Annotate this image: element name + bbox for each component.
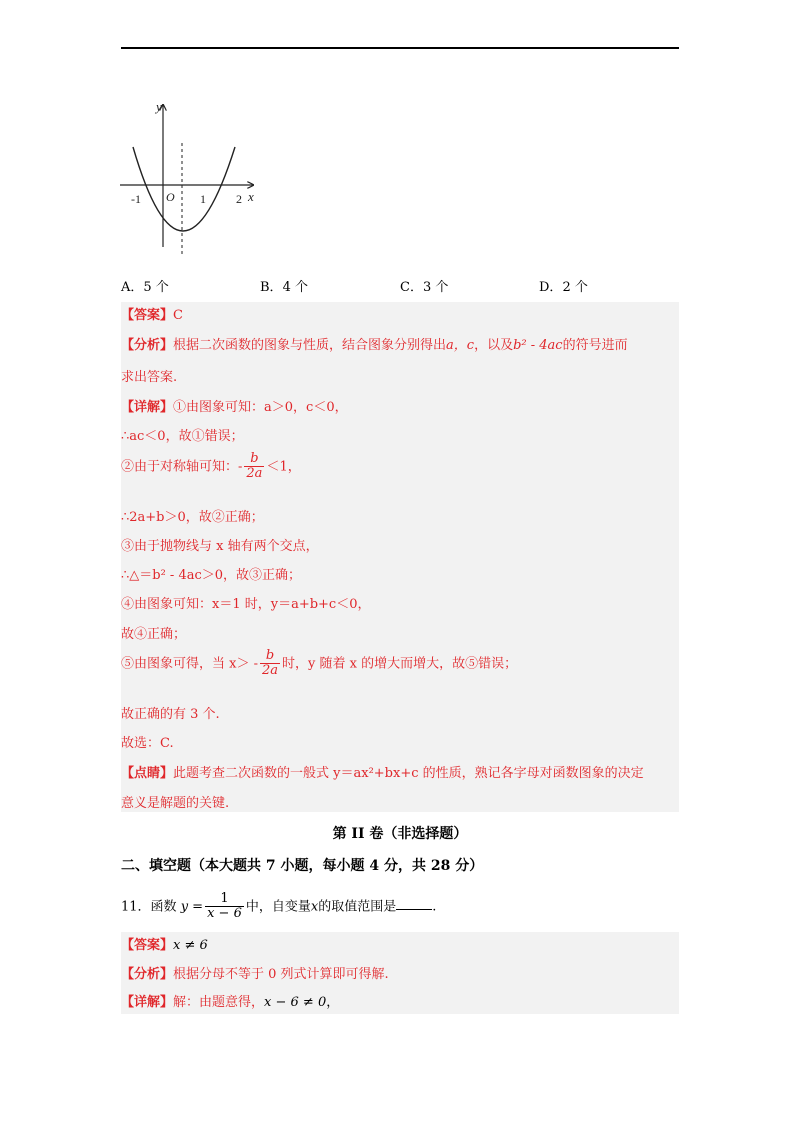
comment-line-2: 意义是解题的关键. xyxy=(121,796,230,811)
fraction-1-over-x-minus-6: $\frac{1}{x - 6}$ xyxy=(207,891,242,922)
solution-block-2 xyxy=(121,932,679,1014)
detail-line-5: ③由于抛物线与 x 轴有两个交点， xyxy=(121,539,319,554)
detail-line-6: ∴△＝b² - 4ac＞0，故③正确； xyxy=(121,568,302,583)
parabola-curve xyxy=(133,147,235,231)
choice-b: B．4 个 xyxy=(260,280,308,295)
analysis-line: 【分析】根据二次函数的图象与性质，结合图象分别得出a，c，以及b² - 4ac的符号进而 xyxy=(121,338,628,353)
top-rule xyxy=(121,47,679,49)
parabola-graph xyxy=(118,95,263,260)
detail-line-4: ∴2a+b＞0，故②正确； xyxy=(121,510,264,525)
tick-neg1-label: -1 xyxy=(131,192,141,206)
detail-line-8: 故④正确； xyxy=(121,627,187,642)
fraction-b-over-2a: $\frac{b}{2a}$ xyxy=(246,451,263,482)
choice-a: A．5 个 xyxy=(121,280,169,295)
part-title: 二、填空题（本大题共 7 小题，每小题 4 分，共 28 分） xyxy=(121,858,484,874)
answer-line: 【答案】C xyxy=(121,308,183,323)
y-axis-label: y xyxy=(156,99,162,114)
detail-line-7: ④由图象可知：x＝1 时，y＝a+b+c＜0， xyxy=(121,597,371,612)
detail-line-2: ∴ac＜0，故①错误； xyxy=(121,429,244,444)
detail-line-q11: 【详解】解：由题意得，x − 6 ≠ 0， xyxy=(121,995,340,1010)
comment-line-1: 【点睛】此题考查二次函数的一般式 y＝ax²+bx+c 的性质，熟记各字母对函数图象的决定 xyxy=(121,766,644,781)
section-title: 第 II 卷（非选择题） xyxy=(332,826,468,842)
origin-label: O xyxy=(166,190,175,204)
detail-line-11: 故选：C. xyxy=(121,736,174,751)
choice-d: D．2 个 xyxy=(539,280,588,295)
answer-choices xyxy=(121,276,681,296)
question-11: 11．函数 y = $\frac{1}{x - 6}$ 中，自变量x的取值范围是 . xyxy=(121,891,437,922)
x-axis-label: x xyxy=(248,189,254,204)
detail-line-10: 故正确的有 3 个. xyxy=(121,707,220,722)
detail-line-3: ②由于对称轴可知：- $\frac{b}{2a}$ ＜1， xyxy=(121,451,301,482)
detail-line-1: 【详解】①由图象可知：a＞0，c＜0， xyxy=(121,400,348,415)
tick-2-label: 2 xyxy=(236,192,242,206)
tick-1-label: 1 xyxy=(200,192,206,206)
detail-line-9: ⑤由图象可得，当 x＞ - $\frac{b}{2a}$ 时，y 随着 x 的增大而增大，故⑤错误； xyxy=(121,648,518,679)
answer-blank xyxy=(396,909,432,910)
choice-c: C．3 个 xyxy=(400,280,449,295)
analysis-line-q11: 【分析】根据分母不等于 0 列式计算即可得解. xyxy=(121,967,389,982)
answer-line-2: 【答案】x ≠ 6 xyxy=(121,938,208,953)
fraction-b-over-2a-2: $\frac{b}{2a}$ xyxy=(262,648,279,679)
analysis-line-2: 求出答案. xyxy=(121,370,178,385)
solution-block-1 xyxy=(121,302,679,812)
